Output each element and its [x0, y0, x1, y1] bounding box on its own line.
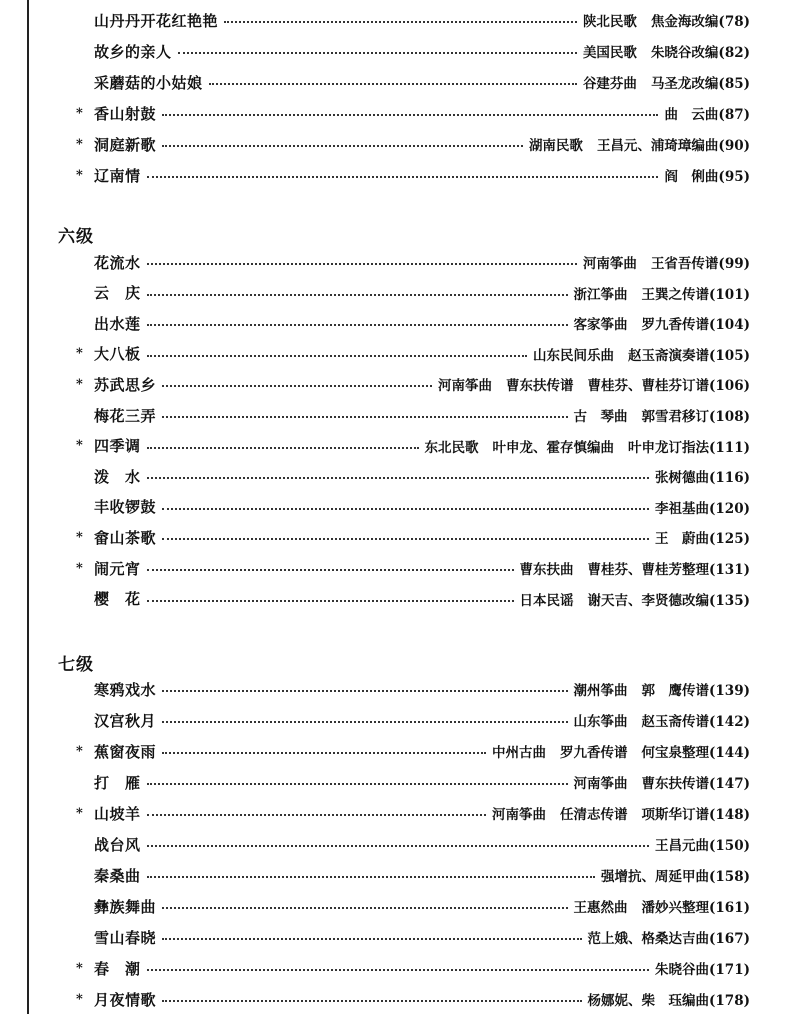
toc-entry	[76, 894, 750, 918]
toc-entry	[76, 70, 750, 94]
required-mark: *	[76, 529, 83, 545]
piece-credits	[664, 103, 750, 123]
dot-leader	[162, 145, 523, 147]
dot-leader	[162, 907, 568, 909]
credit-with-page-number: 项斯华订谱(148)	[641, 807, 750, 823]
toc-entry	[76, 311, 750, 335]
piece-title: 秦桑曲	[94, 866, 141, 885]
toc-entry	[76, 770, 750, 794]
required-mark: *	[76, 991, 83, 1007]
piece-credits	[574, 772, 750, 792]
piece-credits	[492, 741, 750, 761]
credit-origin: 东北民歌	[424, 439, 479, 456]
toc-entry	[76, 956, 750, 980]
toc-entry	[76, 863, 750, 887]
piece-title: 战台风	[94, 835, 141, 854]
piece-title: 香山射鼓	[94, 104, 157, 123]
credit-with-page-number: 李祖基曲(120)	[655, 500, 750, 517]
piece-title: 梅花三弄	[94, 406, 157, 425]
credit-origin: 河南筝曲	[573, 776, 628, 792]
toc-entry	[76, 163, 750, 187]
piece-title: 彝族舞曲	[94, 897, 157, 916]
toc-entry	[76, 495, 750, 519]
credit-origin: 河南筝曲	[582, 256, 637, 272]
credit-origin: 山东筝曲	[573, 714, 628, 730]
piece-credits	[438, 374, 750, 394]
piece-credits	[574, 283, 750, 303]
dot-leader	[147, 176, 659, 178]
piece-credits	[655, 958, 750, 978]
piece-title: 故乡的亲人	[94, 42, 172, 61]
toc-entry	[76, 464, 750, 488]
toc-entry	[76, 587, 750, 611]
credit-with-page-number: 王 蔚曲(125)	[655, 531, 750, 548]
credit-with-page-number: 赵玉斋演奏谱(105)	[628, 347, 750, 364]
piece-title: 大八板	[94, 345, 141, 364]
credit-with-page-number: 朱晓谷曲(171)	[655, 962, 750, 978]
credit-with-page-number: 曹东扶传谱(147)	[641, 776, 750, 792]
piece-title: 丰收锣鼓	[94, 498, 157, 517]
section-heading: 七级	[58, 655, 94, 675]
credit-with-page-number: 王巽之传谱(101)	[641, 286, 750, 303]
dot-leader	[162, 114, 658, 116]
piece-title: 闹元宵	[94, 559, 141, 578]
piece-credits	[574, 710, 750, 730]
piece-credits	[583, 252, 750, 272]
piece-credits	[655, 497, 750, 517]
credit-with-page-number: 王省吾传谱(99)	[650, 256, 750, 272]
dot-leader	[147, 845, 650, 847]
credit-origin: 曹东扶曲	[519, 562, 574, 578]
credit-with-page-number: 潘妙兴整理(161)	[641, 900, 750, 916]
piece-credits	[574, 679, 750, 699]
credit-origin: 中州古曲	[492, 745, 547, 761]
piece-credits	[655, 466, 750, 486]
piece-credits	[574, 896, 750, 916]
credit-with-page-number: 朱晓谷改编(82)	[650, 45, 750, 61]
piece-credits	[588, 927, 750, 947]
credit-origin: 任清志传谱	[560, 807, 628, 823]
toc-entry	[76, 708, 750, 732]
piece-title: 月夜情歌	[94, 990, 157, 1009]
piece-title: 雪山春晓	[94, 928, 157, 947]
required-mark: *	[76, 136, 83, 152]
piece-title: 泼 水	[94, 467, 141, 486]
dot-leader	[162, 752, 486, 754]
required-mark: *	[76, 167, 83, 183]
piece-title: 打 雁	[94, 773, 141, 792]
credit-with-page-number: 范上娥、格桑达吉曲(167)	[587, 931, 750, 947]
dot-leader	[162, 508, 649, 510]
credit-origin: 罗九香传谱	[560, 745, 628, 761]
piece-credits	[655, 527, 750, 547]
dot-leader	[147, 783, 568, 785]
dot-leader	[162, 938, 582, 940]
toc-entry	[76, 372, 750, 396]
piece-title: 采蘑菇的小姑娘	[94, 73, 203, 92]
piece-credits	[529, 134, 750, 154]
required-mark: *	[76, 105, 83, 121]
toc-entry	[76, 342, 750, 366]
toc-entry	[76, 739, 750, 763]
dot-leader	[147, 814, 487, 816]
toc-entry	[76, 132, 750, 156]
credit-with-page-number: 王昌元、浦琦璋编曲(90)	[596, 138, 750, 154]
piece-title: 出水莲	[94, 314, 141, 333]
piece-credits	[533, 344, 750, 364]
credit-origin: 湖南民歌	[528, 138, 583, 154]
credit-with-page-number: 曲 云曲(87)	[664, 107, 750, 123]
piece-title: 苏武思乡	[94, 375, 157, 394]
dot-leader	[147, 876, 596, 878]
piece-credits	[574, 313, 750, 333]
credit-origin: 客家筝曲	[573, 317, 628, 334]
piece-title: 山坡羊	[94, 804, 141, 823]
required-mark: *	[76, 560, 83, 576]
credit-with-page-number: 王昌元曲(150)	[655, 838, 750, 854]
piece-title: 辽南情	[94, 166, 141, 185]
piece-title: 畲山茶歌	[94, 528, 157, 547]
credit-with-page-number: 郭雪君移订(108)	[641, 409, 750, 425]
section-heading: 六级	[58, 227, 94, 247]
required-mark: *	[76, 960, 83, 976]
piece-title: 洞庭新歌	[94, 135, 157, 154]
dot-leader	[162, 385, 432, 387]
piece-title: 寒鸦戏水	[94, 680, 157, 699]
toc-entry	[76, 987, 750, 1011]
credit-origin: 日本民谣	[519, 592, 574, 609]
credit-origin: 浙江筝曲	[573, 286, 628, 303]
toc-entry	[76, 434, 750, 458]
piece-credits	[588, 989, 750, 1009]
credit-with-page-number: 张树德曲(116)	[655, 470, 750, 487]
required-mark: *	[76, 438, 83, 454]
toc-entry	[76, 101, 750, 125]
dot-leader	[178, 52, 577, 54]
piece-credits	[425, 436, 750, 456]
dot-leader	[224, 21, 577, 23]
dot-leader	[147, 477, 650, 479]
credit-with-page-number: 焦金海改编(78)	[650, 14, 750, 30]
credit-origin: 河南筝曲	[492, 807, 547, 823]
credit-origin: 谷建芬曲	[582, 76, 637, 92]
credit-origin: 潮州筝曲	[573, 683, 628, 699]
toc-entry	[76, 677, 750, 701]
piece-title: 汉宫秋月	[94, 711, 157, 730]
dot-leader	[147, 600, 514, 602]
piece-credits	[520, 589, 750, 609]
credit-origin: 陕北民歌	[582, 14, 637, 30]
required-mark: *	[76, 743, 83, 759]
piece-credits	[574, 405, 750, 425]
credit-with-page-number: 曹桂芬、曹桂芬订谱(106)	[587, 378, 750, 395]
credit-with-page-number: 谢天吉、李贤德改编(135)	[587, 592, 750, 609]
dot-leader	[147, 569, 514, 571]
dot-leader	[147, 447, 419, 449]
required-mark: *	[76, 376, 83, 392]
piece-credits	[601, 865, 750, 885]
credit-origin: 王惠然曲	[573, 900, 628, 916]
dot-leader	[162, 538, 649, 540]
credit-with-page-number: 曹桂芬、曹桂芳整理(131)	[587, 562, 750, 578]
piece-credits	[583, 41, 750, 61]
credit-with-page-number: 叶申龙订指法(111)	[628, 439, 750, 456]
required-mark: *	[76, 346, 83, 362]
credit-origin: 山东民间乐曲	[533, 347, 615, 364]
dot-leader	[147, 355, 528, 357]
piece-credits	[583, 10, 750, 30]
dot-leader	[147, 294, 568, 296]
toc-entry	[76, 832, 750, 856]
piece-title: 四季调	[94, 437, 141, 456]
toc-entry	[76, 556, 750, 580]
toc-entry	[76, 525, 750, 549]
credit-with-page-number: 赵玉斋传谱(142)	[641, 714, 750, 730]
toc-entry	[76, 925, 750, 949]
piece-credits	[583, 72, 750, 92]
dot-leader	[147, 969, 650, 971]
piece-credits	[492, 803, 750, 823]
toc-entry	[76, 403, 750, 427]
toc-entry	[76, 801, 750, 825]
dot-leader	[162, 416, 568, 418]
dot-leader	[162, 690, 568, 692]
dot-leader	[147, 324, 568, 326]
dot-leader	[147, 263, 577, 265]
toc-entry	[76, 250, 750, 274]
credit-origin: 曹东扶传谱	[506, 378, 574, 395]
dot-leader	[209, 83, 577, 85]
toc-entry	[76, 281, 750, 305]
piece-title: 春 潮	[94, 959, 141, 978]
toc-entry	[76, 39, 750, 63]
piece-title: 樱 花	[94, 590, 141, 609]
required-mark: *	[76, 805, 83, 821]
piece-title: 云 庆	[94, 284, 141, 303]
credit-with-page-number: 强增抗、周延甲曲(158)	[601, 869, 750, 885]
credit-origin: 河南筝曲	[438, 378, 493, 395]
credit-with-page-number: 何宝泉整理(144)	[641, 745, 750, 761]
toc-entry	[76, 8, 750, 32]
piece-title: 山丹丹开花红艳艳	[94, 11, 219, 30]
credit-with-page-number: 马圣龙改编(85)	[650, 76, 750, 92]
credit-with-page-number: 阎 俐曲(95)	[664, 169, 750, 185]
credit-with-page-number: 罗九香传谱(104)	[641, 317, 750, 334]
credit-origin: 美国民歌	[582, 45, 637, 61]
piece-credits	[655, 834, 750, 854]
credit-with-page-number: 郭 鹰传谱(139)	[641, 683, 750, 699]
credit-with-page-number: 杨娜妮、柴 珏编曲(178)	[587, 993, 750, 1009]
piece-credits	[520, 558, 750, 578]
piece-title: 花流水	[94, 253, 141, 272]
piece-credits	[664, 165, 750, 185]
credit-origin: 古 琴曲	[573, 409, 628, 425]
dot-leader	[162, 721, 568, 723]
dot-leader	[162, 1000, 582, 1002]
piece-title: 蕉窗夜雨	[94, 742, 157, 761]
credit-origin: 叶申龙、霍存慎编曲	[492, 439, 615, 456]
